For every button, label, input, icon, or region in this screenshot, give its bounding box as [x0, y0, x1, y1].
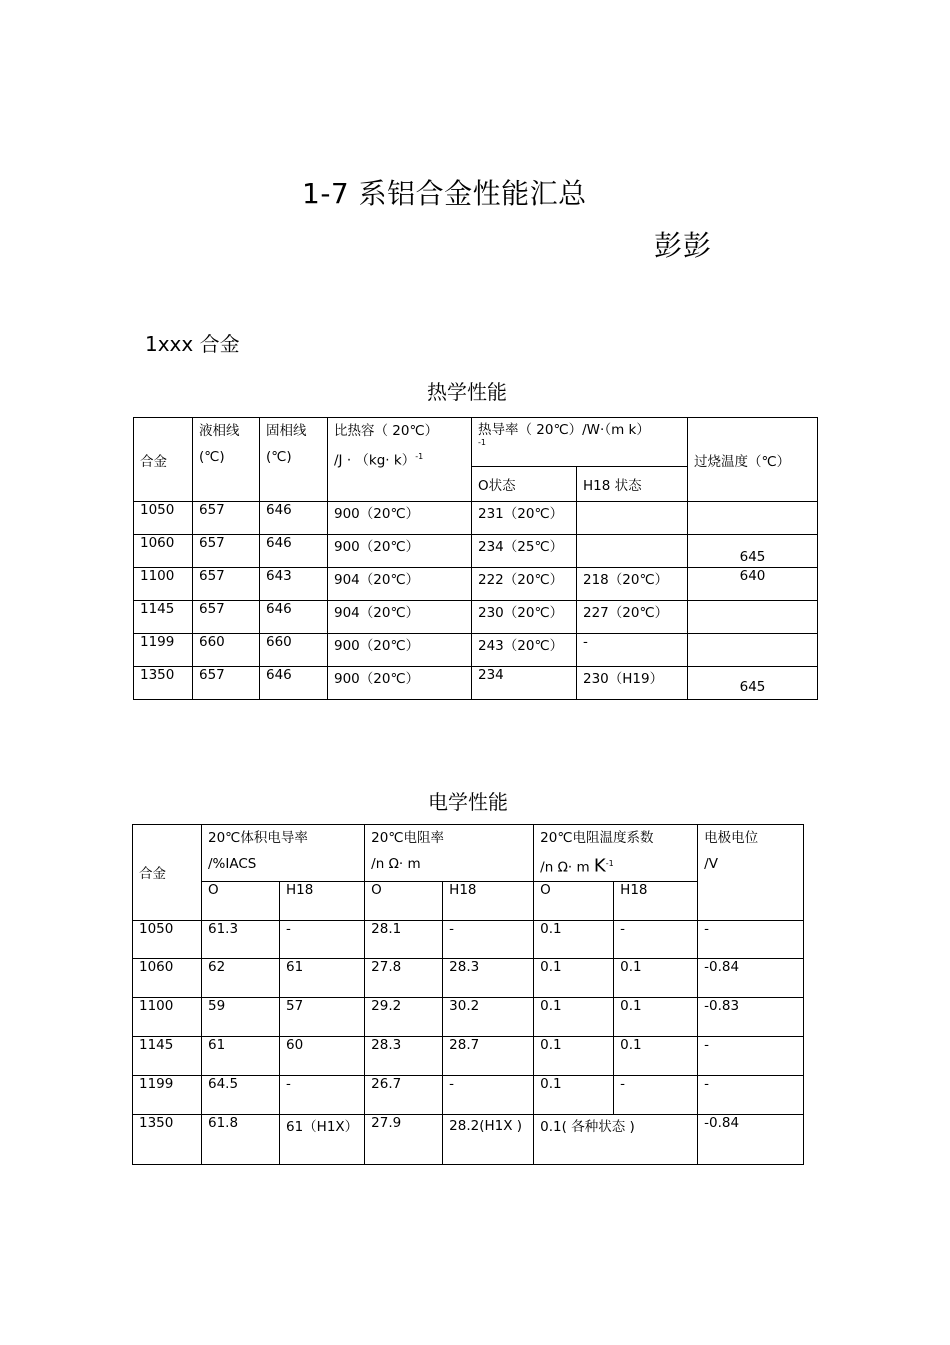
header-liquidus: 液相线 (℃) — [193, 418, 260, 502]
table-row: 1060 657 646 900（20℃） 234（25℃） 645 — [134, 535, 818, 568]
header-o: O — [365, 881, 443, 920]
thermal-properties-table — [133, 417, 818, 700]
header-o: O — [202, 881, 280, 920]
table-row: 1145 61 60 28.3 28.7 0.1 0.1 - — [133, 1036, 804, 1075]
thermal-table-caption: 热学性能 — [427, 380, 507, 404]
table-row: 1050 657 646 900（20℃） 231（20℃） — [134, 502, 818, 535]
header-electrode-potential: 电极电位 /V — [698, 825, 804, 921]
header-h18: H18 — [614, 881, 698, 920]
table-row: 1050 61.3 - 28.1 - 0.1 - - — [133, 920, 804, 958]
header-h18: H18 — [280, 881, 365, 920]
document-title: 1-7 系铝合金性能汇总 — [302, 177, 587, 210]
header-o: O — [534, 881, 614, 920]
section-heading: 1xxx 合金 — [145, 332, 240, 356]
table-row: 1060 62 61 27.8 28.3 0.1 0.1 -0.84 — [133, 958, 804, 997]
header-thermal-conductivity: 热导率（ 20℃）/W·（m k） $^{-1}$ — [472, 418, 688, 467]
header-overburn-temperature: 过烧温度（℃） — [688, 418, 818, 502]
table-row: 1199 64.5 - 26.7 - 0.1 - - — [133, 1075, 804, 1114]
table-row: 1199 660 660 900（20℃） 243（20℃） - — [134, 634, 818, 667]
header-h18: H18 — [443, 881, 534, 920]
table-row: 1350 61.8 61（H1X） 27.9 28.2(H1X ) 0.1( 各种状态 ) -0.84 — [133, 1114, 804, 1164]
header-temperature-coefficient: 20℃电阻温度系数 /n Ω· m $K^{-1}$ — [534, 825, 698, 882]
header-specific-heat: 比热容（ 20℃） $/J \cdot (kg\cdot k)^{-1}$ — [328, 418, 472, 502]
header-resistivity: 20℃电阻率 /n Ω· m — [365, 825, 534, 882]
header-alloy: 合金 — [133, 825, 202, 921]
header-volume-conductivity: 20℃体积电导率 /%IACS — [202, 825, 365, 882]
header-o-state: O状态 — [472, 467, 577, 502]
table-row: 1350 657 646 900（20℃） 234 230（H19） 645 — [134, 667, 818, 700]
header-h18-state: H18 状态 — [577, 467, 688, 502]
table-row: 1100 59 57 29.2 30.2 0.1 0.1 -0.83 — [133, 997, 804, 1036]
header-alloy: 合金 — [134, 418, 193, 502]
table-row: 1100 657 643 904（20℃） 222（20℃） 218（20℃） 640 — [134, 568, 818, 601]
document-author: 彭彭 — [654, 229, 713, 262]
table-row: 1145 657 646 904（20℃） 230（20℃） 227（20℃） — [134, 601, 818, 634]
electrical-properties-table — [132, 824, 804, 1165]
electrical-table-caption: 电学性能 — [428, 790, 508, 814]
header-solidus: 固相线 (℃) — [260, 418, 328, 502]
